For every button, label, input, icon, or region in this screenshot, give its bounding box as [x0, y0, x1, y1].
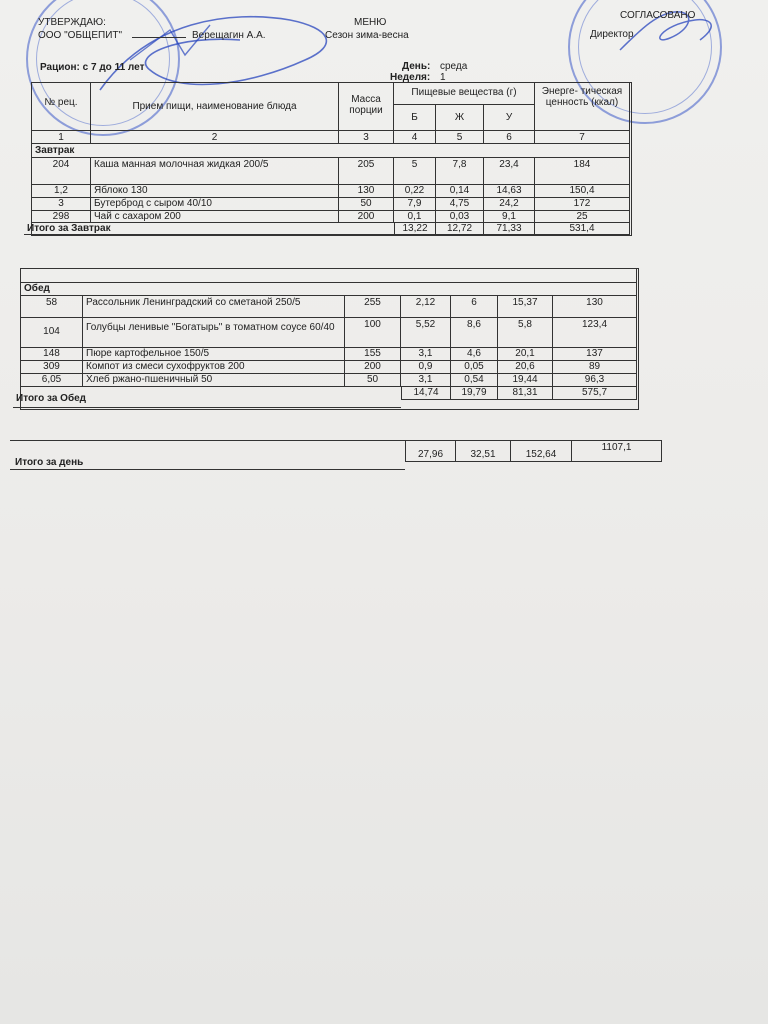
rec-number: 104: [21, 318, 83, 348]
dish-name: Хлеб ржано-пшеничный 50: [83, 374, 345, 387]
signature-line: [132, 37, 186, 38]
breakfast-total-fat: 12,72: [436, 223, 484, 235]
season-label: Сезон зима-весна: [325, 30, 409, 41]
protein-value: 3,1: [401, 348, 451, 361]
protein-value: 0,1: [394, 211, 436, 223]
energy-value: 130: [553, 296, 637, 318]
col-num-3: 3: [339, 131, 394, 144]
energy-value: 137: [553, 348, 637, 361]
carb-value: 9,1: [484, 211, 535, 223]
rec-number: 148: [21, 348, 83, 361]
rec-number: 204: [32, 158, 91, 185]
portion-mass: 130: [339, 185, 394, 198]
carb-value: 5,8: [498, 318, 553, 348]
day-label: День:: [402, 61, 431, 72]
portion-mass: 255: [345, 296, 401, 318]
day-value: среда: [440, 61, 468, 72]
col-num-5: 5: [436, 131, 484, 144]
day-total-energy: 1107,1: [572, 440, 662, 462]
fat-value: 7,8: [436, 158, 484, 185]
energy-value: 89: [553, 361, 637, 374]
portion-mass: 50: [339, 198, 394, 211]
carb-value: 14,63: [484, 185, 535, 198]
fat-value: 0,03: [436, 211, 484, 223]
col-mass-header: Масса порции: [339, 83, 394, 131]
day-total-label: Итого за день: [15, 457, 84, 468]
breakfast-total-protein: 13,22: [394, 223, 436, 235]
energy-value: 96,3: [553, 374, 637, 387]
breakfast-total-carb: 71,33: [484, 223, 535, 235]
energy-value: 172: [535, 198, 630, 211]
protein-value: 3,1: [401, 374, 451, 387]
protein-value: 2,12: [401, 296, 451, 318]
energy-value: 25: [535, 211, 630, 223]
dish-name: Компот из смеси сухофруктов 200: [83, 361, 345, 374]
col-nutrients-header: Пищевые вещества (г): [394, 83, 535, 105]
dish-name: Пюре картофельное 150/5: [83, 348, 345, 361]
diet-label: Рацион: с 7 до 11 лет: [40, 62, 145, 73]
lunch-total-label: Итого за Обед: [13, 387, 401, 408]
protein-value: 7,9: [394, 198, 436, 211]
rec-number: 298: [32, 211, 91, 223]
protein-value: 5: [394, 158, 436, 185]
day-total-carb: 152,64: [511, 440, 572, 462]
col-num-4: 4: [394, 131, 436, 144]
col-zh-header: Ж: [436, 105, 484, 131]
carb-value: 20,6: [498, 361, 553, 374]
carb-value: 24,2: [484, 198, 535, 211]
organization-name: ООО "ОБЩЕПИТ": [38, 30, 123, 41]
lunch-section-title: Обед: [21, 283, 637, 296]
dish-name: Каша манная молочная жидкая 200/5: [91, 158, 339, 185]
fat-value: 0,14: [436, 185, 484, 198]
portion-mass: 205: [339, 158, 394, 185]
lunch-total-protein: 14,74: [401, 387, 451, 400]
carb-value: 23,4: [484, 158, 535, 185]
energy-value: 150,4: [535, 185, 630, 198]
col-num-7: 7: [535, 131, 630, 144]
fat-value: 6: [451, 296, 498, 318]
protein-value: 0,9: [401, 361, 451, 374]
dish-name: Яблоко 130: [91, 185, 339, 198]
col-dish-header: Прием пищи, наименование блюда: [91, 83, 339, 131]
portion-mass: 100: [345, 318, 401, 348]
dish-name: Голубцы ленивые "Богатырь" в томатном соусе 60/40: [83, 318, 345, 348]
portion-mass: 155: [345, 348, 401, 361]
fat-value: 4,75: [436, 198, 484, 211]
fat-value: 0,05: [451, 361, 498, 374]
fat-value: 8,6: [451, 318, 498, 348]
carb-value: 19,44: [498, 374, 553, 387]
lunch-total-carb: 81,31: [498, 387, 553, 400]
rec-number: 6,05: [21, 374, 83, 387]
approved-label: УТВЕРЖДАЮ:: [38, 17, 106, 28]
portion-mass: 200: [345, 361, 401, 374]
week-label: Неделя:: [390, 72, 431, 83]
col-energy-header: Энерге- тическая ценность (ккал): [535, 83, 630, 131]
dish-name: Бутерброд с сыром 40/10: [91, 198, 339, 211]
fat-value: 4,6: [451, 348, 498, 361]
rec-number: 1,2: [32, 185, 91, 198]
rec-number: 3: [32, 198, 91, 211]
menu-title: МЕНЮ: [354, 17, 387, 28]
dish-name: Рассольник Ленинградский со сметаной 250/5: [83, 296, 345, 318]
lunch-top-strip: [21, 269, 637, 283]
lunch-total-fat: 19,79: [451, 387, 498, 400]
breakfast-section-title: Завтрак: [32, 144, 630, 158]
portion-mass: 200: [339, 211, 394, 223]
carb-value: 15,37: [498, 296, 553, 318]
lunch-total-energy: 575,7: [553, 387, 637, 400]
energy-value: 123,4: [553, 318, 637, 348]
col-rec-header: № рец.: [32, 83, 91, 131]
protein-value: 0,22: [394, 185, 436, 198]
protein-value: 5,52: [401, 318, 451, 348]
col-b-header: Б: [394, 105, 436, 131]
day-total-fat: 32,51: [456, 440, 511, 462]
rec-number: 58: [21, 296, 83, 318]
dish-name: Чай с сахаром 200: [91, 211, 339, 223]
breakfast-total-energy: 531,4: [535, 223, 630, 235]
col-num-1: 1: [32, 131, 91, 144]
col-u-header: У: [484, 105, 535, 131]
carb-value: 20,1: [498, 348, 553, 361]
signer-name: Верещагин А.А.: [192, 30, 266, 41]
col-num-6: 6: [484, 131, 535, 144]
breakfast-total-label: Итого за Завтрак: [24, 223, 394, 235]
day-total-protein: 27,96: [405, 440, 456, 462]
fat-value: 0,54: [451, 374, 498, 387]
week-value: 1: [440, 72, 446, 83]
rec-number: 309: [21, 361, 83, 374]
col-num-2: 2: [91, 131, 339, 144]
director-label: Директор: [590, 29, 634, 40]
energy-value: 184: [535, 158, 630, 185]
portion-mass: 50: [345, 374, 401, 387]
agreed-label: СОГЛАСОВАНО: [620, 10, 696, 21]
